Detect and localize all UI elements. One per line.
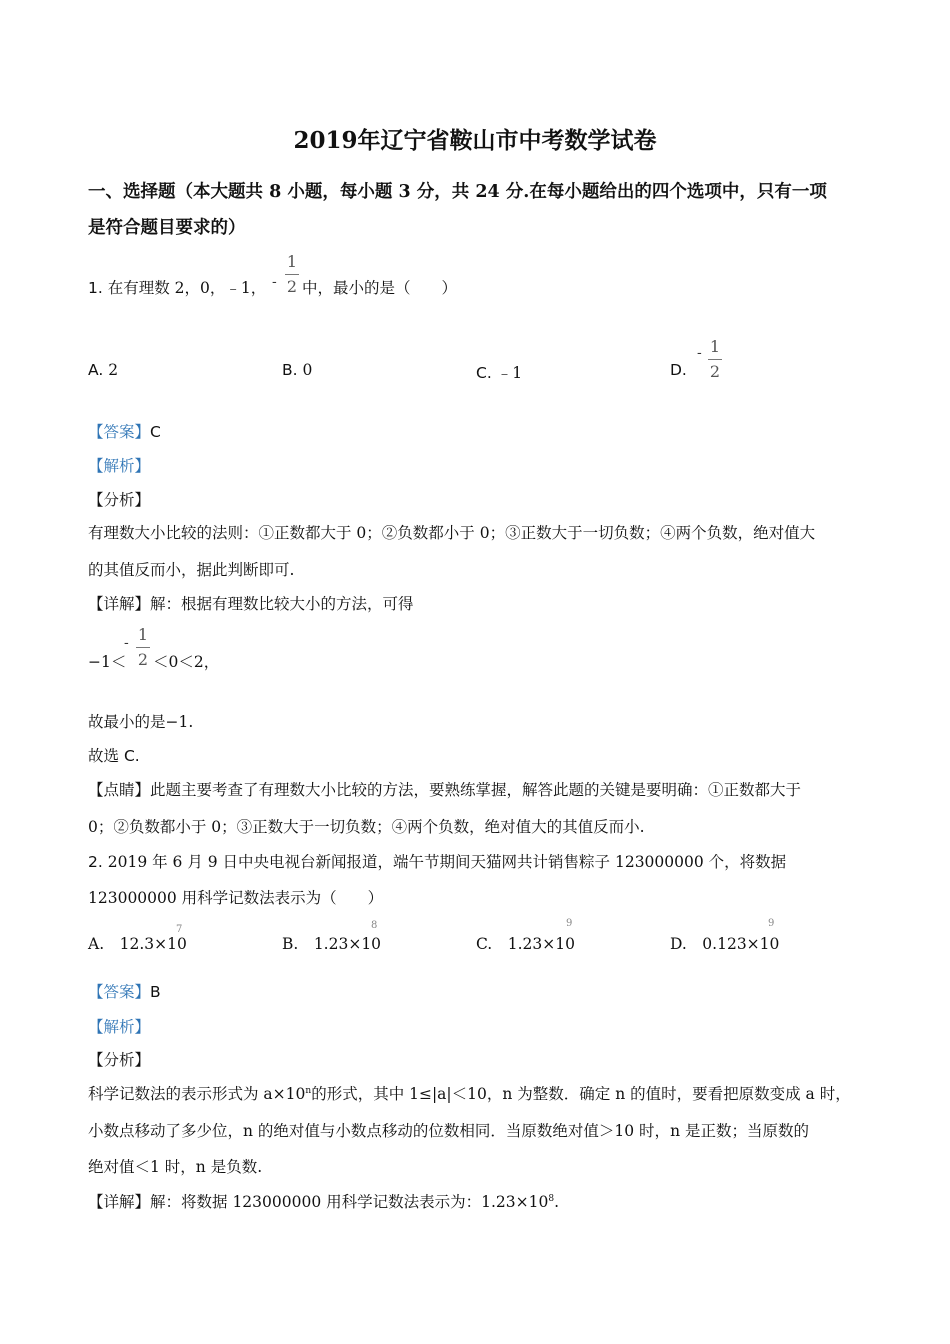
answer-tag: 【答案】 (88, 983, 151, 1001)
answer-value: B (150, 983, 161, 1001)
q1-tip-line-1 (88, 778, 801, 800)
q1-option-d-fraction (708, 339, 722, 380)
q1-stem-fraction (285, 254, 299, 295)
q1-stem-text-b: 中，最小的是（ ） (302, 279, 458, 297)
q1-option-d-label: D. (670, 361, 687, 379)
q2-detail (88, 1190, 559, 1212)
q2-option-c-exponent: 9 (566, 918, 573, 929)
q1-option-c (476, 361, 522, 383)
fraction-bar (136, 647, 150, 648)
q2-option-c: C. 1.23×10 (476, 935, 575, 953)
q1-inequality-fraction (136, 627, 150, 668)
q1-option-d (670, 361, 687, 379)
page-title: 2019年辽宁省鞍山市中考数学试卷 (293, 127, 657, 154)
q2-option-a: A. 12.3×10 (88, 935, 187, 953)
detail-tag: 【详解】 (88, 1193, 151, 1211)
choose-text: 故选 (88, 747, 124, 765)
analysis-text-b: 的形式，其中 1≤|a|＜10，n 为整数．确定 n 的值时，要看把原数变成 a 时， (311, 1085, 851, 1103)
q2-option-d: D. 0.123×10 (670, 935, 780, 953)
detail-text: 解：将数据 123000000 用科学记数法表示为：1.23×10 (150, 1193, 549, 1211)
q1-choose (88, 744, 140, 766)
q1-inequality-frac-sign: - (124, 635, 129, 651)
q1-option-a (88, 361, 118, 379)
q2-analysis-line-3: 绝对值＜1 时，n 是负数. (88, 1158, 263, 1176)
q2-option-a-exponent: 7 (176, 924, 183, 935)
section-heading-line-2: 是符合题目要求的） (88, 218, 246, 238)
q1-conclusion: 故最小的是−1. (88, 713, 194, 731)
analysis-text-a: 科学记数法的表示形式为 a×10 (88, 1085, 306, 1103)
q1-stem-frac-sign: - (272, 274, 277, 290)
q1-stem-frac-num: 1 (286, 252, 298, 271)
q1-detail (88, 592, 414, 614)
answer-value: C (150, 423, 161, 441)
fraction-bar (708, 359, 722, 360)
q1-inequality-den: 2 (137, 650, 149, 669)
q1-inequality-num: 1 (137, 625, 149, 644)
choose-value: C. (123, 747, 140, 765)
answer-tag: 【答案】 (88, 423, 151, 441)
q1-answer (88, 420, 161, 442)
q1-stem (88, 276, 266, 298)
q1-option-a-text: 2 (108, 361, 119, 379)
detail-end: . (554, 1193, 560, 1211)
q2-answer (88, 980, 161, 1002)
q1-option-a-label: A. (88, 361, 104, 379)
analysis-exponent: n (305, 1085, 312, 1096)
q2-stem-line-2: 123000000 用科学记数法表示为（ ） (88, 889, 384, 907)
q1-option-c-text: ﹣1 (496, 364, 523, 382)
section-heading-line-1: 一、选择题（本大题共 8 小题，每小题 3 分，共 24 分.在每小题给出的四个选项中，只有一项 (88, 182, 827, 202)
q1-fenxi-tag: 【分析】 (88, 491, 151, 509)
q1-analysis-line-2: 的其值反而小，据此判断即可. (88, 561, 295, 579)
q1-analysis-line-1: 有理数大小比较的法则：①正数都大于 0；②负数都小于 0；③正数大于一切负数；④两个负数，绝对值大 (88, 524, 816, 542)
q1-option-d-num: 1 (709, 337, 721, 356)
tip-text: 此题主要考查了有理数大小比较的方法，要熟练掌握，解答此题的关键是要明确：①正数都大于 (150, 781, 802, 799)
q1-option-b-text: 0 (302, 361, 313, 379)
detail-exponent: 8 (548, 1193, 555, 1204)
q2-option-b-exponent: 8 (371, 920, 378, 931)
q1-option-d-sign: - (697, 345, 702, 361)
q1-stem-frac-den: 2 (286, 277, 298, 296)
q1-option-c-label: C. (476, 364, 492, 382)
q1-option-b (282, 361, 312, 379)
q1-option-b-label: B. (282, 361, 298, 379)
q2-stem-line-1 (88, 850, 786, 872)
q2-fenxi-tag: 【分析】 (88, 1051, 151, 1069)
detail-tag: 【详解】 (88, 595, 151, 613)
q1-jiexi-tag: 【解析】 (88, 457, 151, 475)
q2-option-b: B. 1.23×10 (282, 935, 382, 953)
detail-text: 解：根据有理数比较大小的方法，可得 (150, 595, 414, 613)
q2-number: 2. (88, 853, 103, 871)
tip-tag: 【点睛】 (88, 781, 151, 799)
q1-tip-line-2: 0；②负数都小于 0；③正数大于一切负数；④两个负数，绝对值大的其值反而小. (88, 818, 645, 836)
q2-jiexi-tag: 【解析】 (88, 1018, 151, 1036)
q1-number: 1. (88, 279, 103, 297)
q1-stem-text-a: 在有理数 2，0，﹣1， (107, 279, 267, 297)
q2-stem-text: 2019 年 6 月 9 日中央电视台新闻报道，端午节期间天猫网共计销售粽子 123000000 个，将数据 (107, 853, 787, 871)
q2-analysis-line-1 (88, 1082, 851, 1104)
q2-analysis-line-2: 小数点移动了多少位，n 的绝对值与小数点移动的位数相同．当原数绝对值＞10 时，n 是正数；当原数的 (88, 1122, 809, 1140)
q1-option-d-den: 2 (709, 362, 721, 381)
q1-inequality-a: −1＜ (88, 653, 127, 671)
q1-inequality-b: ＜0＜2， (153, 653, 220, 671)
fraction-bar (285, 274, 299, 275)
q2-option-d-exponent: 9 (768, 918, 775, 929)
